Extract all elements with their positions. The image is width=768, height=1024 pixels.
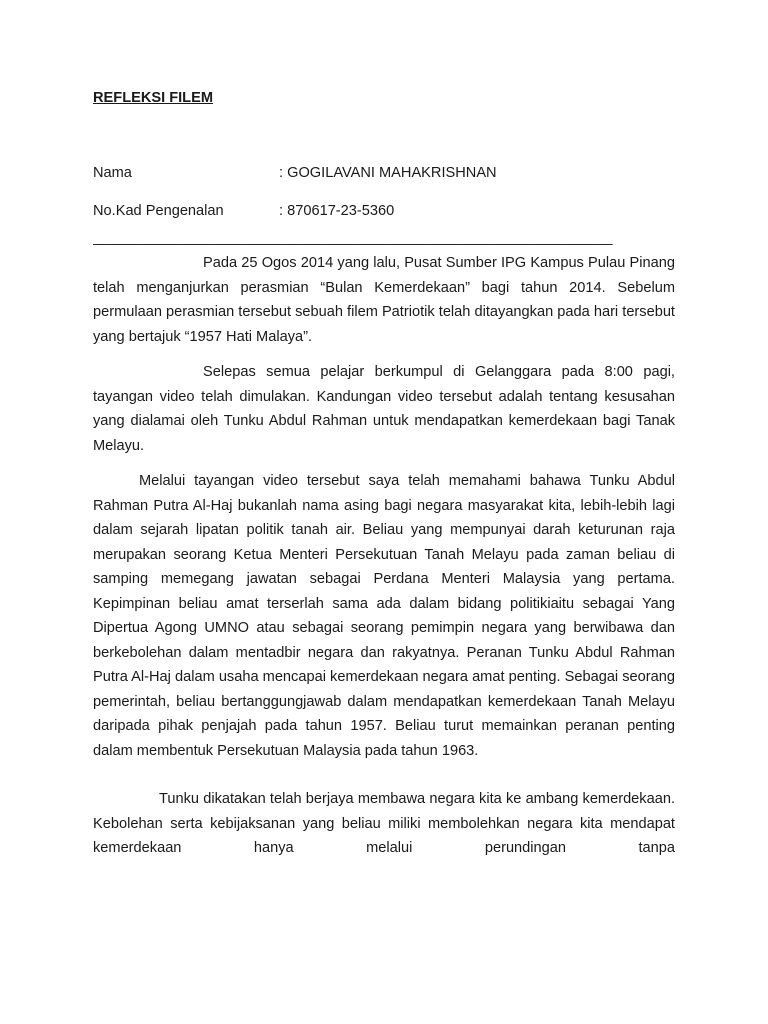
name-value: : GOGILAVANI MAHAKRISHNAN [279,164,497,181]
paragraph-3: Melalui tayangan video tersebut saya telah memahami bahawa Tunku Abdul Rahman Putra Al-Haj bukanlah nama asing bagi negara masyarakat kita, lebih-lebih lagi dalam sejarah lipatan politik tanah air. Beliau yang mempunyai darah keturunan raja merupakan seorang Ketua Menteri Persekutuan Tanah Melayu pada zaman beliau di samping memegang jawatan sebagai Perdana Menteri Malaysia yang pertama. Kepimpinan beliau amat terserlah sama ada dalam bidang politikiaitu sebagai Yang Dipertua Agong UMNO atau sebagai seorang pemimpin negara yang berwibawa dan berkebolehan dalam mentadbir negara dan rakyatnya. Peranan Tunku Abdul Rahman Putra Al-Haj dalam usaha mencapai kemerdekaan negara amat penting. Sebagai seorang pemerintah, beliau bertanggungjawab dalam mendapatkan kemerdekaan Tanah Melayu daripada pihak penjajah pada tahun 1957. Beliau turut memainkan peranan penting dalam membentuk Persekutuan Malaysia pada tahun 1963. [93,473,675,759]
ic-number-field-row [93,199,675,224]
ic-number-label: No.Kad Pengenalan [93,203,224,219]
underscore-divider: ________________________________________________________________ [93,229,613,246]
document-body [93,86,675,861]
paragraph-2: Selepas semua pelajar berkumpul di Gelanggara pada 8:00 pagi, tayangan video telah dimulakan. Kandungan video tersebut adalah tentang kesusahan yang dialamai oleh Tunku Abdul Rahman untuk mendapatkan kemerdekaan bagi Tanak Melayu. [93,364,675,454]
paragraph-4: Tunku dikatakan telah berjaya membawa negara kita ke ambang kemerdekaan. Kebolehan serta kebijaksanan yang beliau miliki membolehkan negara kita mendapat kemerdekaan hanya melalui perundingan tanpa [93,791,675,856]
ic-number-value: : 870617-23-5360 [279,203,395,219]
document-title: REFLEKSI FILEM [93,90,213,106]
name-field-row [93,161,675,186]
name-label: Nama [93,164,132,181]
paragraph-1: Pada 25 Ogos 2014 yang lalu, Pusat Sumber IPG Kampus Pulau Pinang telah menganjurkan perasmian “Bulan Kemerdekaan” bagi tahun 2014. Sebelum permulaan perasmian tersebut sebuah filem Patriotik telah ditayangkan pada hari tersebut yang bertajuk “1957 Hati Malaya”. [93,255,675,345]
